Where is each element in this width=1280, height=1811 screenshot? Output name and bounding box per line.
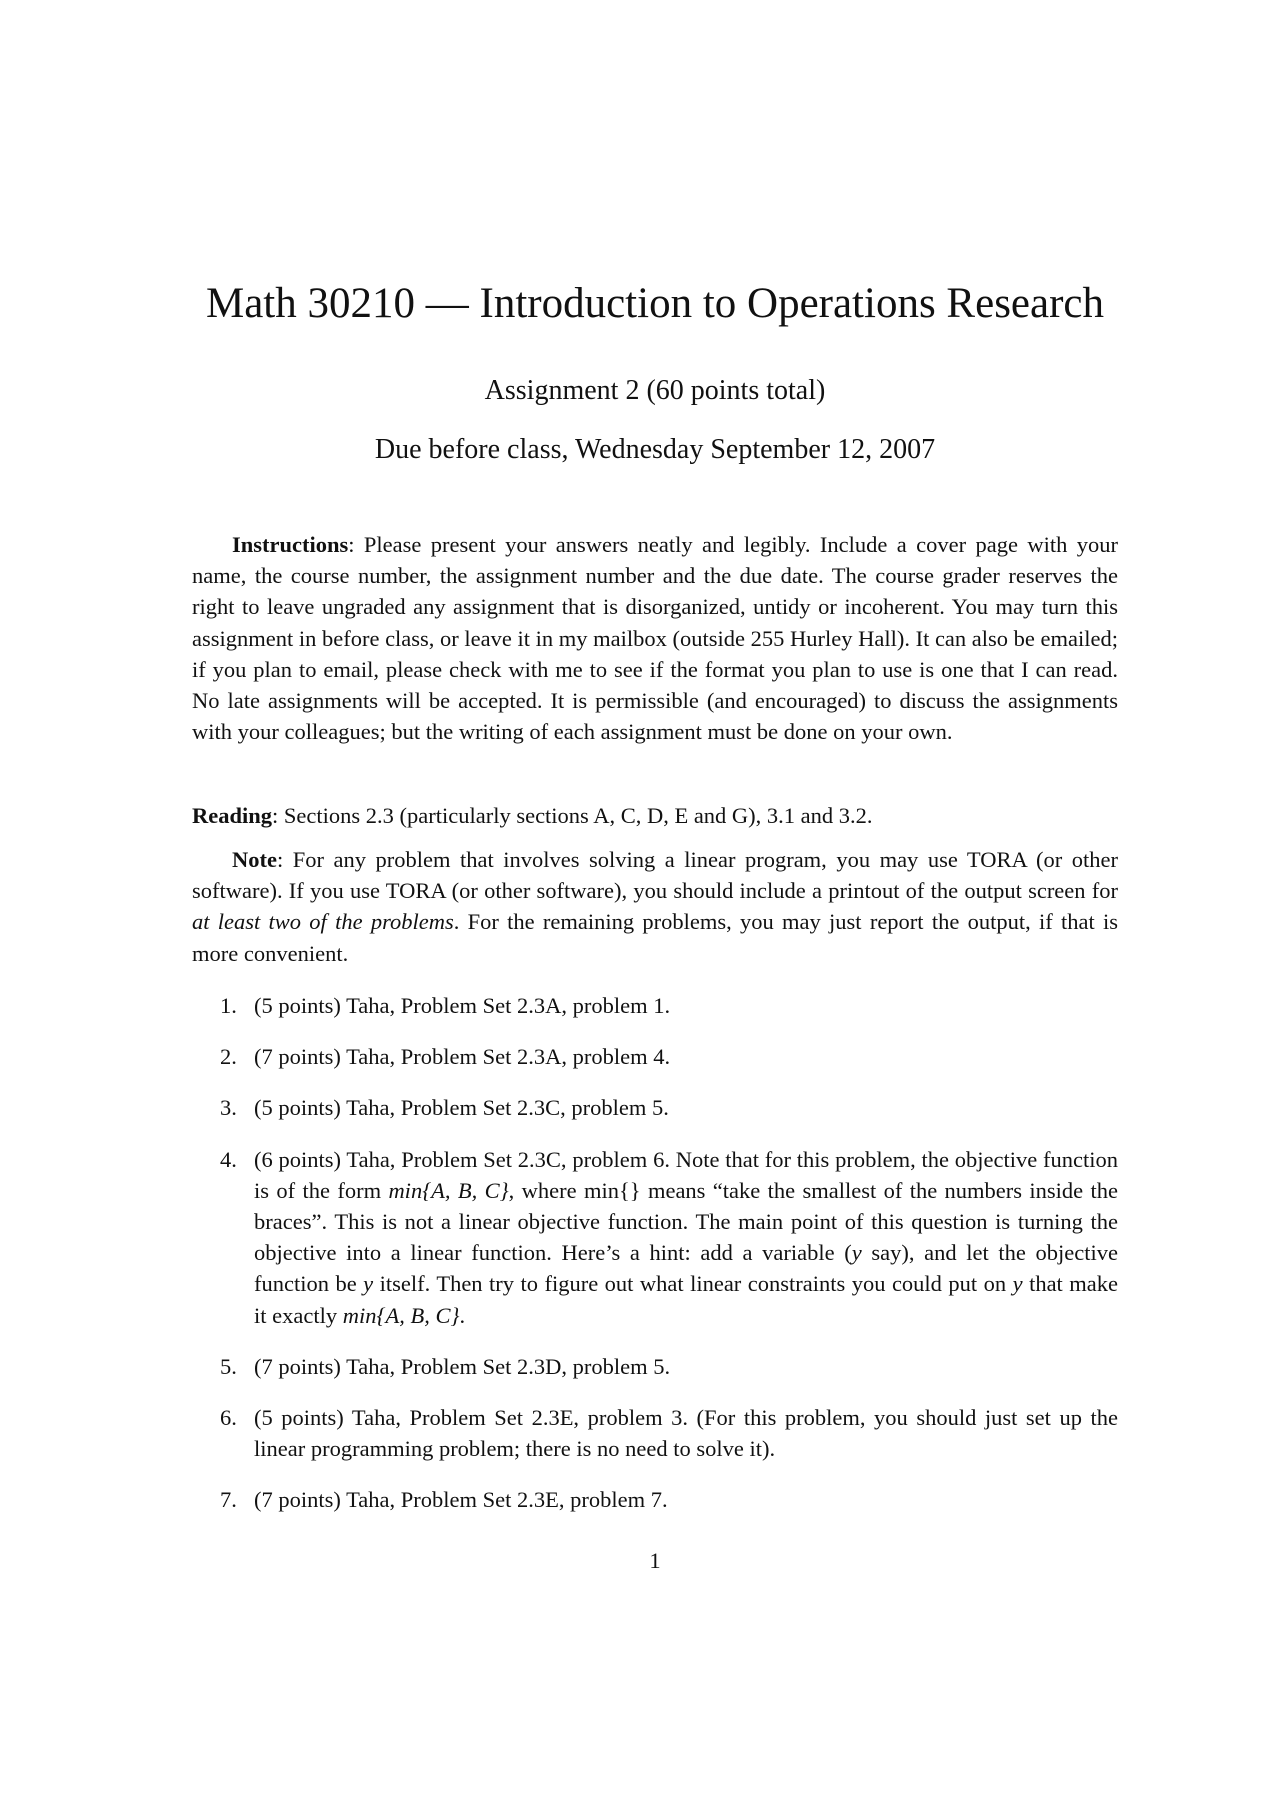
note-paragraph bbox=[192, 844, 1118, 969]
math-expression: min{A, B, C} bbox=[342, 1302, 460, 1328]
problem-text: (5 points) Taha, Problem Set 2.3C, problem 5. bbox=[254, 1095, 669, 1121]
math-variable: y bbox=[851, 1240, 862, 1266]
instructions-text: : Please present your answers neatly and legibly. Include a cover page with your name, the course number, the assignment number and the due date. The course grader reserves the right to leave ungraded any assignment that is disorganized, untidy or incoherent. You may turn this assignment in before class, or leave it in my mailbox (outside 255 Hurley Hall). It can also be emailed; if you plan to email, please check with me to see if the format you plan to use is one that I can read. No late assignments will be accepted. It is permissible (and encouraged) to discuss the assignments with your colleagues; but the writing of each assignment must be done on your own. bbox=[192, 532, 1118, 745]
problem-item bbox=[192, 1402, 1118, 1464]
math-variable: y bbox=[363, 1271, 374, 1297]
math-expression: min{A, B, C} bbox=[388, 1177, 509, 1203]
math-variable: y bbox=[1012, 1271, 1023, 1297]
problem-text: (5 points) Taha, Problem Set 2.3E, problem 3. (For this problem, you should just set up the linear programming problem; there is no need to solve it). bbox=[254, 1405, 1118, 1462]
problem-text: (7 points) Taha, Problem Set 2.3D, problem 5. bbox=[254, 1353, 671, 1379]
problem-number: 3. bbox=[220, 1095, 237, 1121]
document-title: Math 30210 — Introduction to Operations Research bbox=[205, 280, 1105, 327]
reading-text: : Sections 2.3 (particularly sections A, C, D, E and G), 3.1 and 3.2. bbox=[272, 803, 873, 828]
problem-text-part: itself. Then try to figure out what linear constraints you could put on bbox=[373, 1271, 1013, 1297]
problem-text: (7 points) Taha, Problem Set 2.3A, problem 4. bbox=[254, 1044, 671, 1070]
problem-text-part: . bbox=[459, 1302, 466, 1328]
document-page bbox=[192, 0, 1118, 1811]
problem-item bbox=[192, 1041, 1118, 1072]
problem-text: (7 points) Taha, Problem Set 2.3E, problem 7. bbox=[254, 1487, 668, 1513]
problem-item bbox=[192, 1484, 1118, 1515]
problem-number: 7. bbox=[220, 1487, 237, 1513]
problem-number: 2. bbox=[220, 1044, 237, 1070]
problem-list bbox=[192, 990, 1118, 1536]
problem-number: 4. bbox=[220, 1146, 237, 1172]
problem-text: (5 points) Taha, Problem Set 2.3A, problem 1. bbox=[254, 993, 671, 1018]
assignment-subtitle: Assignment 2 (60 points total) bbox=[484, 375, 826, 406]
problem-text-part: that make it exactly bbox=[254, 1271, 1118, 1328]
problem-text-part: means “take the smallest of the numbers inside the braces”. This is not a linear objective function. The main point of this question is turning the objective into a linear function. Here’s a hint: add a variable ( bbox=[254, 1177, 1118, 1266]
note-label: Note bbox=[232, 847, 277, 872]
problem-text-part: (6 points) Taha, Problem Set 2.3C, problem 6. Note that for this problem, the objective function is of the form bbox=[254, 1146, 1118, 1203]
problem-item bbox=[192, 990, 1118, 1021]
note-emphasis: at least two of the problems bbox=[192, 909, 454, 935]
reading-paragraph bbox=[192, 800, 1118, 831]
problem-number: 6. bbox=[220, 1405, 237, 1431]
problem-number: 1. bbox=[220, 993, 237, 1018]
problem-item bbox=[192, 1351, 1118, 1382]
due-date: Due before class, Wednesday September 12, 2007 bbox=[374, 434, 936, 465]
problem-text-part: say), and let the objective function be bbox=[254, 1240, 1118, 1297]
page-number: 1 bbox=[649, 1548, 661, 1573]
problem-item bbox=[192, 1144, 1118, 1331]
math-expression: min{} bbox=[583, 1177, 641, 1203]
note-text-before: : For any problem that involves solving a linear program, you may use TORA (or other software). If you use TORA (or other software), you should include a printout of the output screen for bbox=[192, 847, 1118, 904]
problem-number: 5. bbox=[220, 1353, 237, 1379]
reading-label: Reading bbox=[192, 803, 273, 828]
instructions-label: Instructions bbox=[232, 532, 349, 557]
instructions-paragraph bbox=[192, 529, 1118, 747]
problem-item bbox=[192, 1092, 1118, 1123]
note-text-after: . For the remaining problems, you may just report the output, if that is more convenient. bbox=[192, 909, 1118, 966]
problem-text-part: , where bbox=[508, 1177, 584, 1203]
